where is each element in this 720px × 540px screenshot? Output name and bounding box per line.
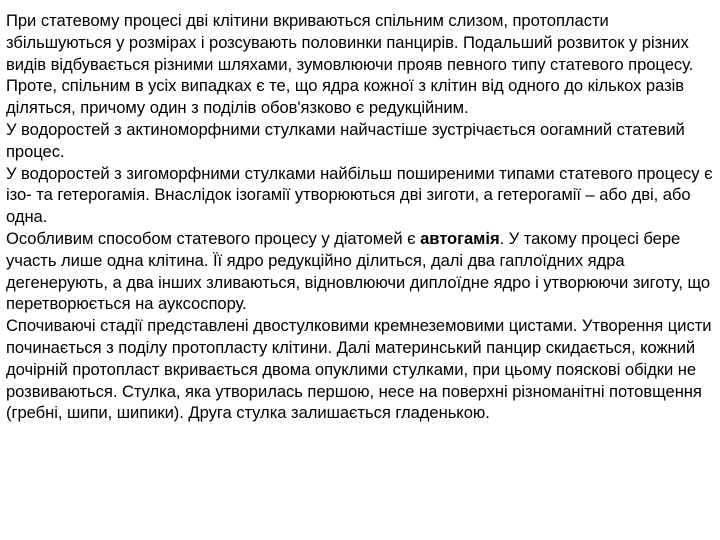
- autogamy-text-after: . У такому процесі бере участь лише одна клітина. Її ядро редукційно ділиться, далі два гаплоїдних ядра дегенерують, а два інших зливаються, відновлюючи диплоїдне ядро і утворюючи зиготу, що перетворюється на ауксоспору.: [6, 228, 711, 314]
- text-block: [6, 10, 714, 424]
- autogamy-text-before: Особливим способом статевого процесу у діатомей є: [6, 228, 421, 248]
- autogamy-term: автогамія: [420, 228, 500, 248]
- paragraph-actinomorphic: У водоростей з актиноморфними стулками найчастіше зустрічається оогамний статевий процес.: [6, 119, 685, 161]
- paragraph-sexual-process: При статевому процесі дві клітини вкриваються спільним слизом, протопласти збільшуються у розмірах і розсувають половинки панцирів. Подальший розвиток у різних видів відбувається різними шляхами, зумовлюючи прояв певного типу статевого процесу. Проте, спільним в усіх випадках є те, що ядра кожної з клітин від одного до кількох разів діляться, причому один з поділів обов'язково є редукційним.: [6, 11, 694, 118]
- paragraph-autogamy: [6, 228, 714, 315]
- paragraph-zygomorphic: У водоростей з зигоморфними стулками найбільш поширеними типами статевого процесу є ізо- та гетерогамія. Внаслідок ізогамії утворюються дві зиготи, а гетерогамії – або дві, або одна.: [6, 163, 713, 227]
- paragraph-resting-stages: Спочиваючі стадії представлені двостулковими кремнеземовими цистами. Утворення цисти починається з поділу протопласту клітини. Далі материнський панцир скидається, кожний дочірній протопласт вкривається двома опуклими стулками, при цьому поясковi обідки не розвиваються. Стулка, яка утворилась першою, несе на поверхні різноманітні потовщення (гребні, шипи, шипики). Друга стулка залишається гладенькою.: [6, 316, 712, 423]
